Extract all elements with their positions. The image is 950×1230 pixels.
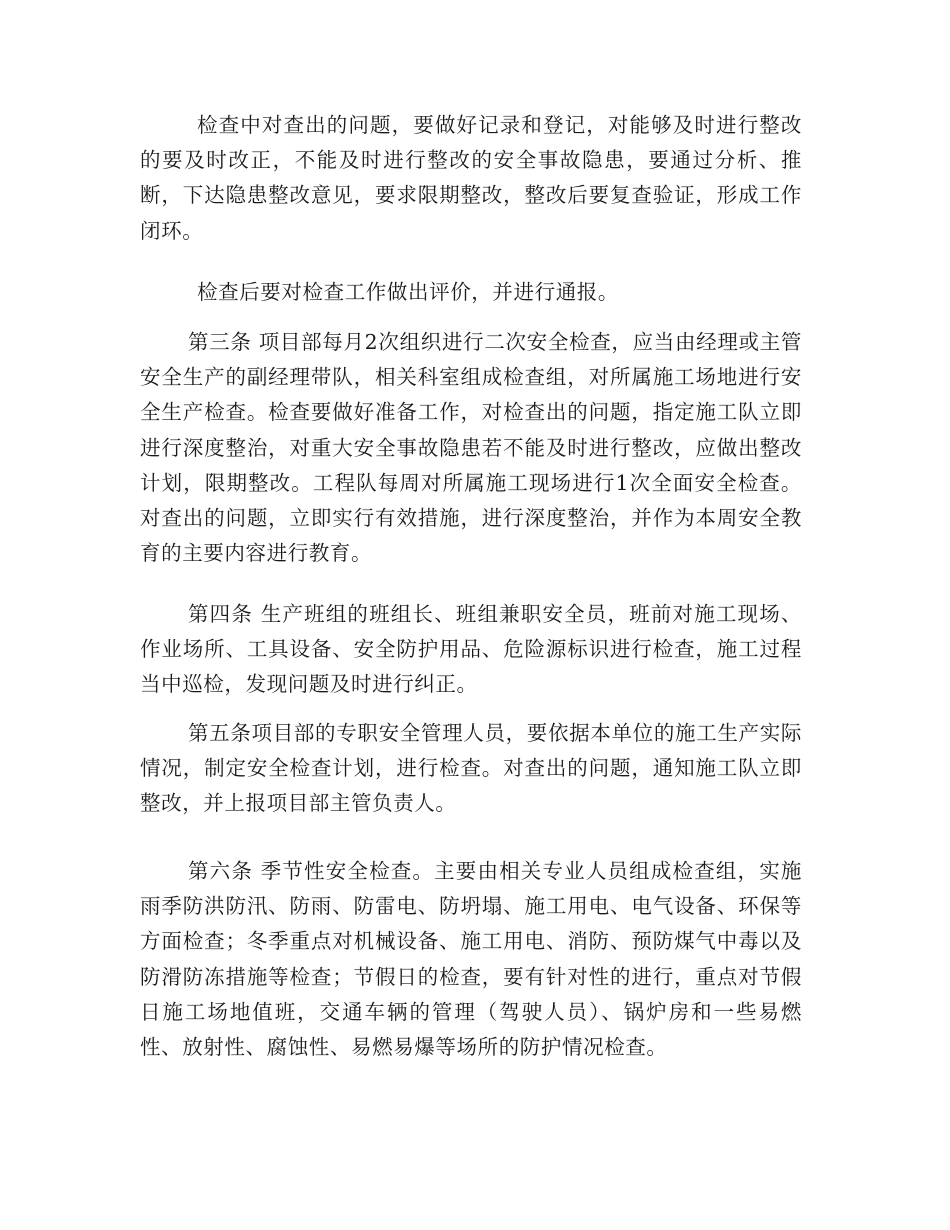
paragraph-article-3: 第三条 项目部每月2次组织进行二次安全检查，应当由经理或主管安全生产的副经理带队，相关科室组成检查组，对所属施工场地进行安全生产检查。检查要做好准备工作，对检查出的问题，指定施工队立即进行深度整治，对重大安全事故隐患若不能及时进行整改，应做出整改计划，限期整改。工程队每周对所属施工现场进行1次全面安全检查。对查出的问题，立即实行有效措施，进行深度整治，并作为本周安全教育的主要内容进行教育。 bbox=[140, 330, 802, 566]
paragraph-inspection-evaluation: 检查后要对检查工作做出评价，并进行通报。 bbox=[197, 280, 619, 304]
paragraph-article-4: 第四条 生产班组的班组长、班组兼职安全员，班前对施工现场、作业场所、工具设备、安全防护用品、危险源标识进行检查，施工过程当中巡检，发现问题及时进行纠正。 bbox=[140, 602, 802, 697]
paragraph-article-6: 第六条 季节性安全检查。主要由相关专业人员组成检查组，实施雨季防洪防汛、防雨、防雷电、防坍塌、施工用电、电气设备、环保等方面检查；冬季重点对机械设备、施工用电、消防、预防煤气中毒以及防滑防冻措施等检查；节假日的检查，要有针对性的进行，重点对节假日施工场地值班，交通车辆的管理（驾驶人员）、锅炉房和一些易燃性、放射性、腐蚀性、易燃易爆等场所的防护情况检查。 bbox=[140, 859, 802, 1060]
paragraph-inspection-findings: 检查中对查出的问题，要做好记录和登记，对能够及时进行整改的要及时改正，不能及时进行整改的安全事故隐患，要通过分析、推断，下达隐患整改意见，要求限期整改，整改后要复查验证，形成工作闭环。 bbox=[140, 113, 802, 243]
paragraph-article-5: 第五条项目部的专职安全管理人员，要依据本单位的施工生产实际情况，制定安全检查计划，进行检查。对查出的问题，通知施工队立即整改，并上报项目部主管负责人。 bbox=[140, 721, 802, 816]
